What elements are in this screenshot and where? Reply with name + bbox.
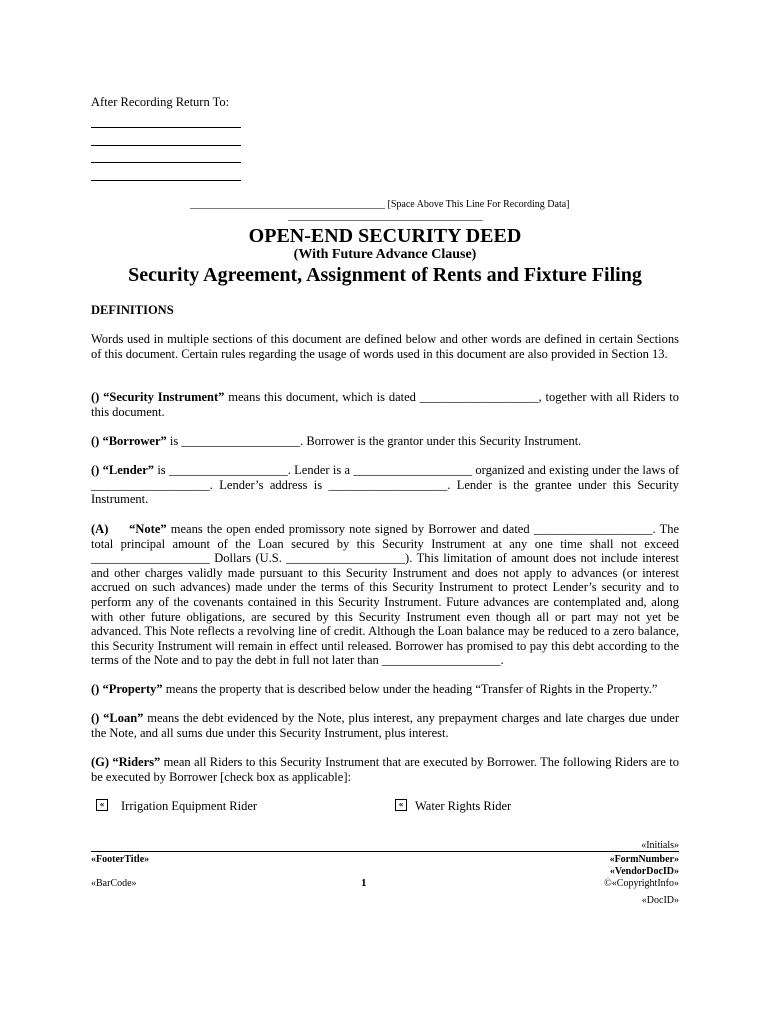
return-to-label: After Recording Return To: bbox=[91, 95, 230, 109]
definition-text: means the debt evidenced by the Note, plus interest, any prepayment charges and late charges due under the Note, and all sums due under this Security Instrument, plus interest. bbox=[91, 711, 679, 740]
document-title: OPEN-END SECURITY DEED bbox=[248, 225, 522, 247]
definition-text: means the property that is described below under the heading “Transfer of Rights in the Property.” bbox=[162, 682, 658, 696]
barcode-field: «BarCode» bbox=[91, 878, 137, 889]
return-address-line-3 bbox=[91, 162, 241, 163]
term-lender: () “Lender” bbox=[91, 463, 155, 477]
definition-loan bbox=[91, 711, 679, 740]
definition-text: means the open ended promissory note signed by Borrower and dated ___________________. The total principal amount of the Loan secured by this Security Instrument at any one time shall not exceed ___________________ Dollars (U.S. ___________________). This limitation of amount does not include interest and other charges validly made pursuant to this Security Instrument and does not apply to advances (or interest accrued on such advances) made under the terms of this Security Instrument to protect Lender’s security and to perform any of the covenants contained in this Security Instrument. Future advances are contemplated and, along with other future obligations, are secured by this Security Instrument even though all or part may not yet be advanced. This Note reflects a revolving line of credit. Although the Loan balance may be reduced to a zero balance, this Security Instrument will remain in effect until released. Borrower has promised to pay this debt according to the terms of the Note and to pay the debt in full not later than ___________________. bbox=[91, 522, 680, 668]
copyright-info: ©«CopyrightInfo» bbox=[604, 878, 679, 889]
definition-borrower bbox=[91, 434, 679, 449]
definition-text: is ___________________. Borrower is the grantor under this Security Instrument. bbox=[166, 434, 582, 448]
return-address-line-4 bbox=[91, 180, 241, 181]
return-address-line-1 bbox=[91, 127, 241, 128]
term-security-instrument: () “Security Instrument” bbox=[91, 390, 225, 404]
definition-text: is ___________________. Lender is a ___________________ organized and existing under the laws of ___________________. Lender’s address is ___________________. Lender is the grantee under this Security Instrument. bbox=[91, 463, 680, 507]
definition-lender bbox=[91, 463, 679, 507]
document-heading: Security Agreement, Assignment of Rents and Fixture Filing bbox=[128, 264, 642, 286]
footer-divider bbox=[91, 851, 679, 852]
definition-note bbox=[91, 522, 679, 668]
irrigation-rider-checkbox[interactable]: « bbox=[96, 799, 108, 811]
definitions-intro: Words used in multiple sections of this document are defined below and other words are defined in certain Sections of this document. Certain rules regarding the usage of words used in this document are also provided in Section 13. bbox=[91, 332, 679, 361]
definition-text: means this document, which is dated ___________________, together with all Riders to this document. bbox=[91, 390, 679, 419]
definition-security-instrument bbox=[91, 390, 679, 419]
term-note: (A) “Note” bbox=[91, 522, 167, 536]
water-rights-rider-checkbox[interactable]: « bbox=[395, 799, 407, 811]
definitions-heading: DEFINITIONS bbox=[91, 303, 174, 317]
water-rights-rider-label: Water Rights Rider bbox=[415, 799, 512, 813]
term-property: () “Property” bbox=[91, 682, 163, 696]
doc-id: «DocID» bbox=[641, 895, 679, 906]
footer-title: «FooterTitle» bbox=[91, 854, 150, 865]
page-number: 1 bbox=[361, 877, 367, 889]
irrigation-rider-label: Irrigation Equipment Rider bbox=[121, 799, 258, 813]
definition-riders bbox=[91, 755, 679, 784]
form-number: «FormNumber» bbox=[609, 854, 679, 865]
definition-text: mean all Riders to this Security Instrument that are executed by Borrower. The following Riders are to be executed by Borrower [check box as applicable]: bbox=[91, 755, 680, 784]
document-subtitle: (With Future Advance Clause) bbox=[293, 247, 477, 262]
definition-property bbox=[91, 682, 679, 697]
initials-field: «Initials» bbox=[641, 840, 679, 851]
term-riders: (G) “Riders” bbox=[91, 755, 161, 769]
term-borrower: () “Borrower” bbox=[91, 434, 167, 448]
term-loan: () “Loan” bbox=[91, 711, 144, 725]
recording-space-underline: _______________________________________ bbox=[288, 211, 483, 222]
recording-space-line: _______________________________________ [Space Above This Line For Recording Data] bbox=[190, 199, 570, 210]
return-address-line-2 bbox=[91, 145, 241, 146]
vendor-doc-id: «VendorDocID» bbox=[609, 866, 679, 877]
